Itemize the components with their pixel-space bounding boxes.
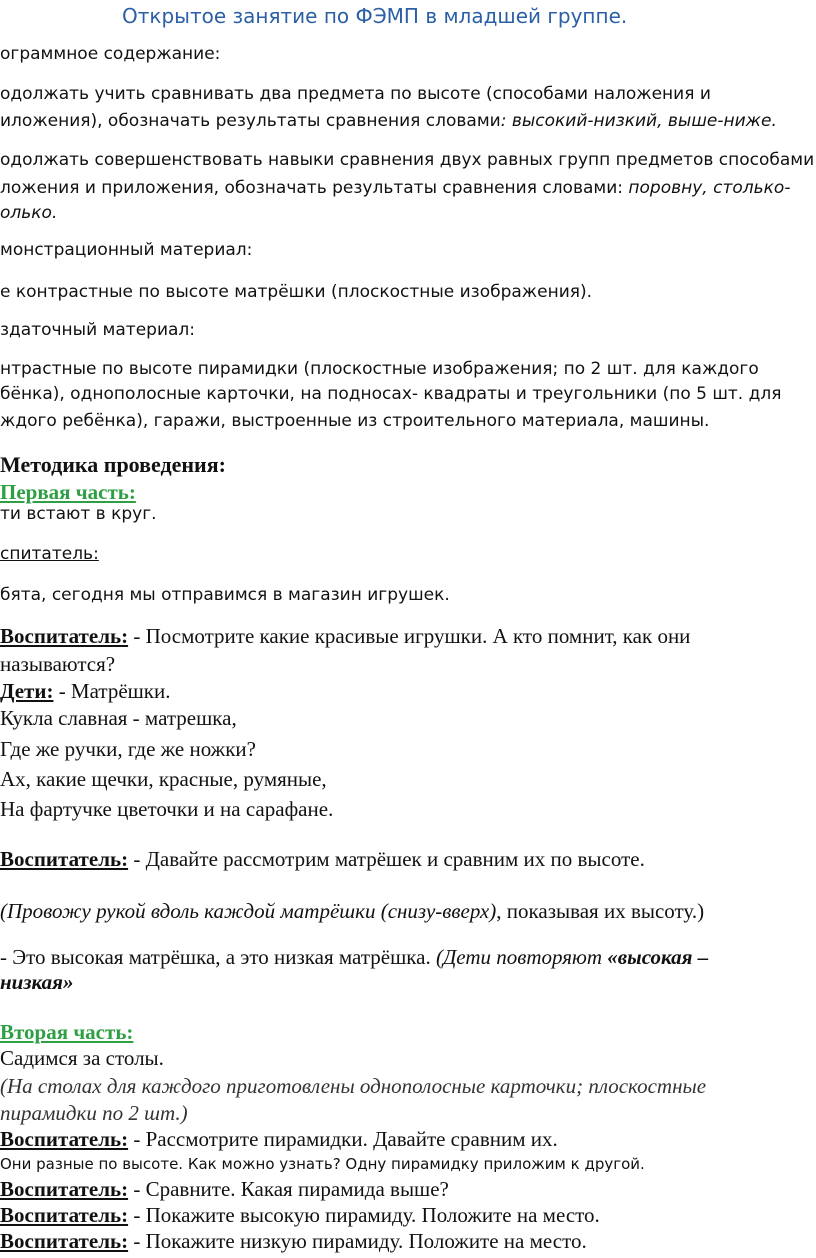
teacher-label: Воспитатель: [0,847,129,871]
teacher-label-sans: спитатель: [0,544,99,564]
program-item2-line3: олько. [0,203,58,223]
part2-teacher-line1-cont: Они разные по высоте. Как можно узнать? Одну пирамидку приложим к другой. [0,1155,645,1173]
program-item1-line2: иложения), обозначать результаты сравнения словами: высокий-низкий, выше-ниже. [0,111,777,131]
dialogue2-note: (Провожу рукой вдоль каждой матрёшки (снизу-вверх), показывая их высоту.) [0,899,705,923]
program-item2-line1: одолжать совершенствовать навыки сравнения двух равных групп предметов способами [0,150,815,170]
program-item2-line2: ложения и приложения, обозначать результаты сравнения словами: поровну, столько- [0,178,791,198]
dialogue2-teacher-line: Воспитатель: - Давайте рассмотрим матрёшек и сравним их по высоте. [0,847,645,871]
part2-note-line2: пирамидки по 2 шт.) [0,1101,188,1125]
teacher-label: Воспитатель: [0,1229,129,1253]
teacher-label: Воспитатель: [0,1203,129,1227]
handout-line3: ждого ребёнка), гаражи, выстроенные из строительного материала, машины. [0,411,710,431]
dialogue2-line: - Это высокая матрёшка, а это низкая матрёшка. (Дети повторяют «высокая – [0,945,709,969]
part2-teacher-line2: Воспитатель: - Сравните. Какая пирамида выше? [0,1177,449,1201]
teacher-label: Воспитатель: [0,1127,129,1151]
part1-text: ти встают в круг. [0,504,157,524]
poem-line-1: Кукла славная - матрешка, [0,706,237,730]
part1-heading: Первая часть: [0,480,136,504]
part2-teacher-line1: Воспитатель: - Рассмотрите пирамидки. Давайте сравним их. [0,1127,558,1151]
part2-teacher-line3: Воспитатель: - Покажите высокую пирамиду. Положите на место. [0,1203,600,1227]
handout-line1: нтрастные по высоте пирамидки (плоскостные изображения; по 2 шт. для каждого [0,359,759,379]
part2-sit: Садимся за столы. [0,1046,164,1070]
dialogue1-teacher-line: Воспитатель: - Посмотрите какие красивые игрушки. А кто помнит, как они [0,624,691,648]
teacher-label: Воспитатель: [0,624,129,648]
dialogue2-line-cont: низкая» [0,970,74,994]
dialogue1-teacher-line2: называются? [0,652,116,676]
kids-label: Дети: [0,679,54,703]
page-title: Открытое занятие по ФЭМП в младшей группе. [122,4,628,28]
demo-heading: монстрационный материал: [0,240,253,260]
demo-text: е контрастные по высоте матрёшки (плоскостные изображения). [0,282,593,302]
poem-line-2: Где же ручки, где же ножки? [0,737,256,761]
method-heading: Методика проведения: [0,452,226,477]
part2-heading: Вторая часть: [0,1020,134,1044]
teacher-text-sans: бята, сегодня мы отправимся в магазин игрушек. [0,585,450,605]
program-heading: ограммное содержание: [0,44,221,64]
part2-note-line1: (На столах для каждого приготовлены однополосные карточки; плоскостные [0,1074,707,1098]
poem-line-3: Ах, какие щечки, красные, румяные, [0,767,327,791]
part2-teacher-line4: Воспитатель: - Покажите низкую пирамиду. Положите на место. [0,1229,587,1253]
dialogue1-kids-line: Дети: - Матрёшки. [0,679,171,703]
program-item1-line1: одолжать учить сравнивать два предмета по высоте (способами наложения и [0,84,711,104]
handout-heading: здаточный материал: [0,320,196,340]
handout-line2: бёнка), однополосные карточки, на подносах- квадраты и треугольники (по 5 шт. для [0,384,782,404]
poem-line-4: На фартучке цветочки и на сарафане. [0,797,334,821]
teacher-label: Воспитатель: [0,1177,129,1201]
